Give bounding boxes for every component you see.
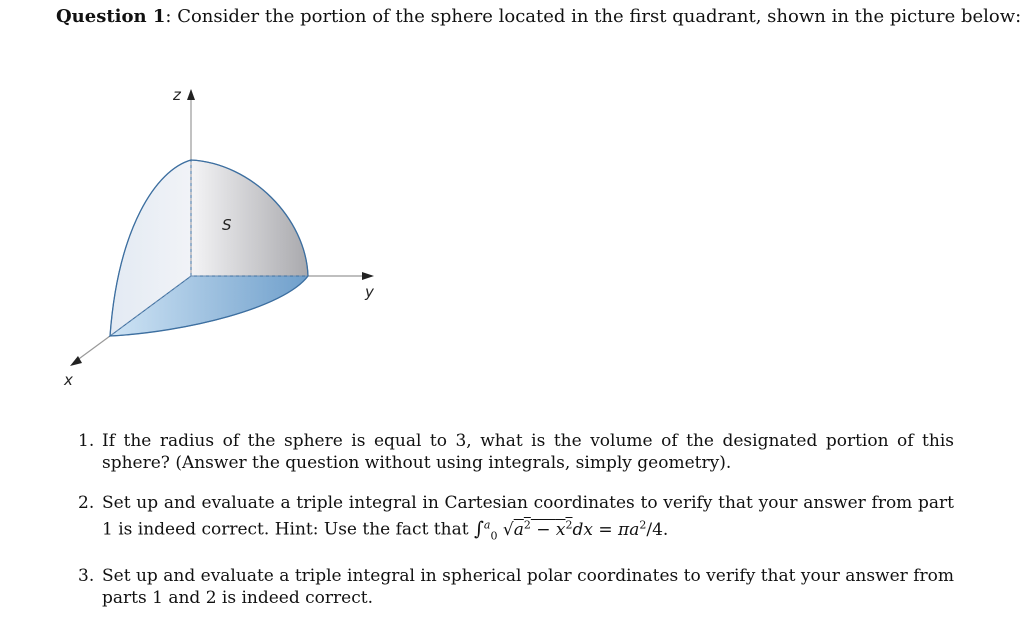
sphere-right-surface: [191, 160, 308, 276]
list-item: [78, 565, 954, 609]
x-label: x: [64, 371, 73, 388]
surface-label-s: S: [222, 216, 232, 234]
item-text-main: Set up and evaluate a triple integral in Cartesian coordinates to verify that your answer from part 1 is indeed correct. Hint: Use the fact that: [102, 493, 954, 540]
item-number: 1.: [78, 431, 95, 451]
item-text: Set up and evaluate a triple integral in spherical polar coordinates to verify that your answer from parts 1 and 2 is indeed correct.: [102, 566, 954, 609]
y-axis-arrow: [362, 272, 374, 280]
item-number: 3.: [78, 566, 95, 587]
list-item: [78, 492, 954, 547]
item-number: 2.: [78, 493, 95, 513]
question-text: Consider the portion of the sphere located in the first quadrant, shown in the picture below:: [177, 6, 1022, 27]
item-text: [102, 492, 954, 547]
list-item: [78, 430, 954, 474]
y-label: y: [365, 283, 374, 301]
item-text: If the radius of the sphere is equal to 3, what is the volume of the designated portion of this sphere? (Answer the question without using integrals, simply geometry).: [102, 431, 954, 473]
z-label: z: [173, 86, 181, 104]
question-label: Question 1: [56, 6, 166, 27]
z-axis-arrow: [187, 89, 195, 100]
sphere-figure: [56, 78, 386, 388]
question-header: Question 1: Consider the portion of the sphere located in the first quadrant, shown in the picture below:: [56, 6, 1022, 27]
question-list: [78, 430, 954, 627]
hint-formula: ∫$^a_0$ $√a^2 - x^2dx = \pi a^2/4$.: [473, 517, 669, 543]
x-axis: [76, 336, 110, 361]
